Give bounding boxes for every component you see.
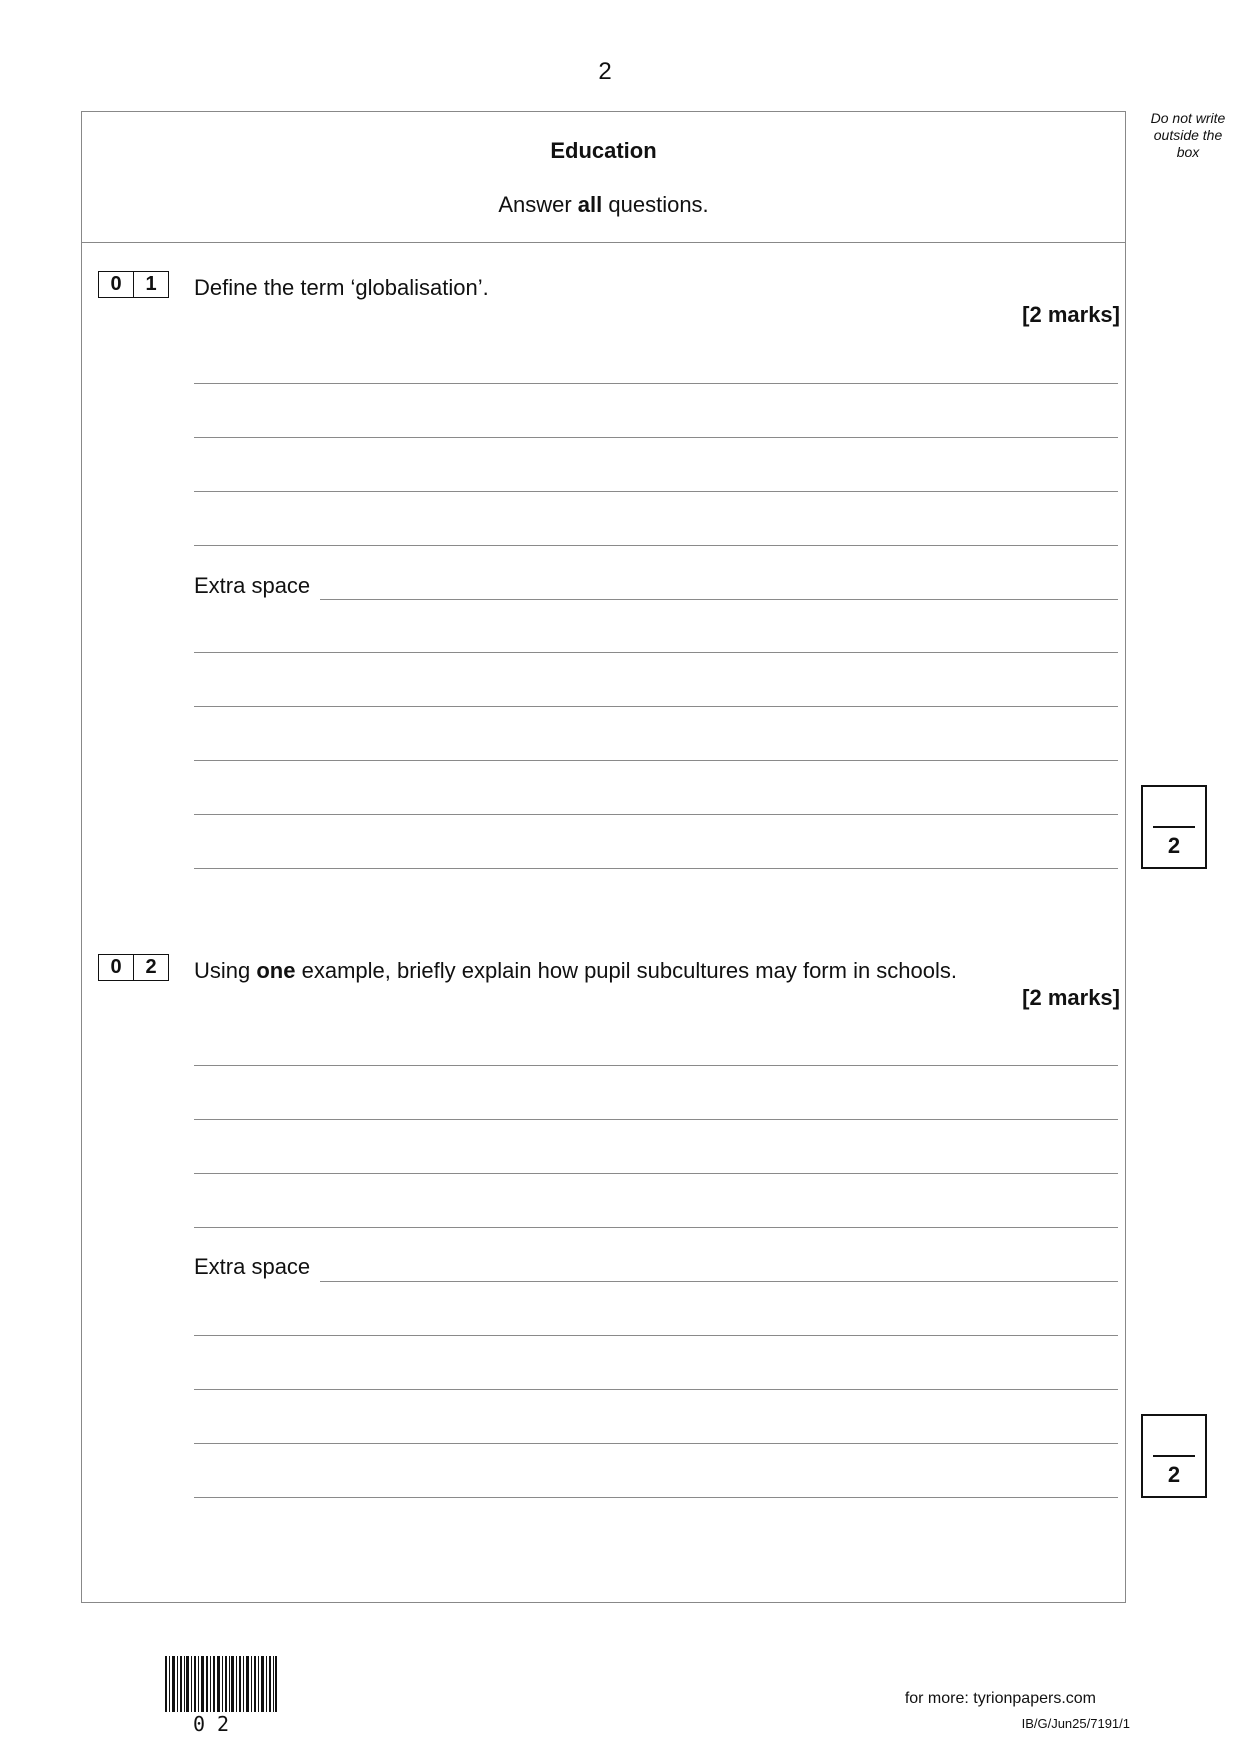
section-instruction — [81, 192, 1126, 218]
question-digit: 1 — [133, 272, 168, 297]
barcode — [165, 1656, 277, 1712]
score-box — [1141, 1414, 1207, 1498]
marks-label: [2 marks] — [1022, 302, 1120, 327]
score-blank-line — [1153, 1455, 1195, 1457]
answer-line[interactable] — [194, 1227, 1118, 1228]
question-digit: 0 — [110, 273, 122, 295]
answer-line[interactable] — [194, 1335, 1118, 1336]
answer-line[interactable] — [194, 1173, 1118, 1174]
question-digit: 2 — [133, 955, 168, 980]
question-digit: 0 — [110, 956, 122, 978]
question-text-pre: Using — [194, 958, 257, 983]
instruction-post: questions. — [602, 192, 709, 217]
page-number: 2 — [598, 58, 612, 85]
question-text-post: example, briefly explain how pupil subcultures may form in schools. — [295, 958, 958, 983]
question-text — [194, 275, 489, 301]
extra-space-line[interactable] — [320, 1281, 1118, 1282]
answer-line[interactable] — [194, 1065, 1118, 1066]
answer-line[interactable] — [194, 814, 1118, 815]
answer-line[interactable] — [194, 383, 1118, 384]
answer-frame — [81, 111, 1126, 1603]
score-total: 2 — [1167, 833, 1181, 858]
answer-line[interactable] — [194, 868, 1118, 869]
question-text — [194, 958, 957, 984]
instruction-pre: Answer — [498, 192, 578, 217]
paper-code: IB/G/Jun25/7191/1 — [1021, 1716, 1130, 1731]
question-text-pre: Define the term ‘globalisation’. — [194, 275, 489, 300]
answer-line[interactable] — [194, 1119, 1118, 1120]
answer-line[interactable] — [194, 706, 1118, 707]
marks-label: [2 marks] — [1022, 985, 1120, 1010]
score-blank-line — [1153, 826, 1195, 828]
answer-line[interactable] — [194, 1497, 1118, 1498]
question-text-bold: one — [256, 958, 296, 983]
header-divider — [81, 242, 1126, 243]
extra-space-line[interactable] — [320, 599, 1118, 600]
instruction-bold: all — [577, 192, 603, 217]
barcode-number: 02 — [193, 1712, 242, 1736]
answer-line[interactable] — [194, 1443, 1118, 1444]
answer-line[interactable] — [194, 491, 1118, 492]
footer-more-text[interactable]: for more: tyrionpapers.com — [904, 1690, 1096, 1707]
section-title: Education — [550, 138, 657, 163]
answer-line[interactable] — [194, 652, 1118, 653]
answer-line[interactable] — [194, 545, 1118, 546]
extra-space-label: Extra space — [194, 1254, 311, 1279]
answer-line[interactable] — [194, 1389, 1118, 1390]
margin-note: Do not write outside the box — [1150, 110, 1226, 160]
question-number-box — [98, 954, 169, 981]
answer-line[interactable] — [194, 437, 1118, 438]
question-number-box — [98, 271, 169, 298]
score-box — [1141, 785, 1207, 869]
score-total: 2 — [1167, 1462, 1181, 1487]
extra-space-label: Extra space — [194, 573, 311, 598]
answer-line[interactable] — [194, 760, 1118, 761]
